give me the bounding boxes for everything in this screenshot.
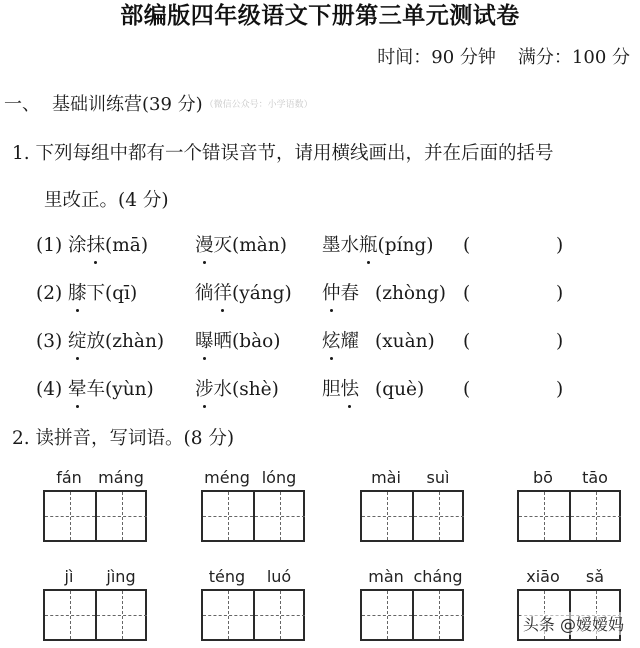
- section-watermark: （微信公众号：小学语数）: [204, 100, 313, 110]
- writing-grid: [360, 589, 464, 641]
- guide-line: [45, 615, 95, 616]
- emphasized-character: 涉: [195, 377, 214, 403]
- word-part: 涂: [68, 235, 87, 256]
- emphasized-character: 晕: [68, 377, 87, 403]
- character-cell[interactable]: [253, 591, 305, 639]
- question-1-number: 1.: [12, 143, 30, 164]
- pinyin-annotation: (qī): [105, 283, 138, 304]
- answer-blank[interactable]: [478, 377, 554, 403]
- pinyin-label: jìng: [106, 567, 136, 586]
- pinyin-annotation: (yáng): [232, 283, 292, 304]
- pinyin-label: luó: [266, 567, 292, 586]
- word-part: 水: [213, 379, 233, 400]
- pinyin-label: tāo: [582, 468, 608, 487]
- guide-line: [203, 615, 253, 616]
- exam-meta: [377, 45, 630, 71]
- word-item: [322, 233, 433, 259]
- writing-grid: [360, 490, 464, 542]
- character-cell[interactable]: [45, 492, 95, 540]
- emphasized-character: 炫: [322, 329, 341, 355]
- emphasized-character: 仲: [322, 281, 341, 307]
- writing-grid: [517, 490, 621, 542]
- word-part: 车: [86, 379, 106, 400]
- character-cell[interactable]: [362, 591, 412, 639]
- answer-paren-close: ): [556, 379, 564, 400]
- word-part: 下: [86, 283, 106, 304]
- row-label: (4): [36, 379, 63, 400]
- answer-paren-close: ): [556, 235, 564, 256]
- emphasized-character: 抹: [87, 233, 106, 259]
- writing-grid: [43, 589, 147, 641]
- guide-line: [414, 516, 464, 517]
- pinyin-annotation: (zhòng): [375, 283, 447, 304]
- answer-paren-open: (: [463, 235, 471, 256]
- character-cell[interactable]: [253, 492, 305, 540]
- guide-line: [362, 516, 412, 517]
- pinyin-label: màn: [368, 567, 404, 586]
- answer-paren-close: ): [556, 283, 564, 304]
- answer-paren-open: (: [463, 331, 471, 352]
- guide-line: [97, 615, 147, 616]
- word-part: 灭: [213, 235, 233, 256]
- section-number: 一、: [4, 94, 40, 115]
- answer-blank[interactable]: [478, 233, 554, 259]
- emphasized-character: 瓶: [359, 233, 378, 259]
- row-label: (3): [36, 331, 63, 352]
- word-item: [195, 281, 292, 307]
- pinyin-label: méng: [204, 468, 250, 487]
- answer-paren-open: (: [463, 283, 471, 304]
- pinyin-annotation: (píng): [377, 235, 434, 256]
- question-1-text: 下列每组中都有一个错误音节，请用横线画出，并在后面的括号: [35, 143, 554, 164]
- pinyin-annotation: (xuàn): [375, 331, 435, 352]
- pinyin-label: mài: [371, 468, 401, 487]
- pinyin-annotation: (yùn): [105, 379, 154, 400]
- pinyin-label: lóng: [261, 468, 297, 487]
- word-item: [195, 377, 279, 403]
- word-item: [68, 377, 154, 403]
- pinyin-annotation: (mā): [105, 235, 149, 256]
- character-cell[interactable]: [95, 591, 147, 639]
- question-2-text: 读拼音，写词语。(8 分): [35, 428, 235, 449]
- guide-line: [45, 516, 95, 517]
- guide-line: [362, 615, 412, 616]
- pinyin-label: máng: [98, 468, 144, 487]
- word-item: [195, 329, 280, 355]
- section-title: 基础训练营(39 分): [52, 94, 203, 115]
- guide-line: [255, 516, 305, 517]
- emphasized-character: 膝: [68, 281, 87, 307]
- character-cell[interactable]: [362, 492, 412, 540]
- pinyin-annotation: (què): [375, 379, 425, 400]
- emphasized-character: 曝: [195, 329, 214, 355]
- guide-line: [203, 516, 253, 517]
- character-cell[interactable]: [203, 591, 253, 639]
- character-cell[interactable]: [203, 492, 253, 540]
- row-label: (2): [36, 283, 63, 304]
- word-part: 墨水: [322, 235, 360, 256]
- pinyin-label: téng: [208, 567, 246, 586]
- pinyin-label: bō: [533, 468, 553, 487]
- emphasized-character: 漫: [195, 233, 214, 259]
- emphasized-character: 徉: [214, 281, 233, 307]
- document-title: 部编版四年级语文下册第三单元测试卷: [120, 3, 520, 29]
- character-cell[interactable]: [95, 492, 147, 540]
- full-score: 满分：100 分: [517, 47, 630, 68]
- pinyin-label: cháng: [413, 567, 463, 586]
- row-label: (1): [36, 235, 63, 256]
- word-item: [68, 233, 148, 259]
- answer-blank[interactable]: [478, 281, 554, 307]
- pinyin-label: fán: [56, 468, 82, 487]
- writing-grid: [43, 490, 147, 542]
- section-heading: [4, 92, 313, 118]
- word-part: 徜: [195, 283, 214, 304]
- word-part: 耀: [340, 331, 360, 352]
- pinyin-annotation: (màn): [232, 235, 287, 256]
- word-part: 春: [340, 283, 360, 304]
- question-2-number: 2.: [12, 428, 30, 449]
- guide-line: [97, 516, 147, 517]
- time-limit: 时间：90 分钟: [377, 47, 496, 68]
- pinyin-label: suì: [426, 468, 450, 487]
- answer-paren-close: ): [556, 331, 564, 352]
- emphasized-character: 怯: [341, 377, 360, 403]
- character-cell[interactable]: [519, 492, 569, 540]
- question-1-prompt-line2: 里改正。(4 分): [44, 190, 169, 211]
- guide-line: [255, 615, 305, 616]
- pinyin-label: xiāo: [526, 567, 560, 586]
- answer-paren-open: (: [463, 379, 471, 400]
- question-1-prompt-line1: [12, 141, 554, 167]
- pinyin-annotation: (bào): [232, 331, 281, 352]
- pinyin-label: jì: [64, 567, 74, 586]
- word-part: 晒: [213, 331, 233, 352]
- answer-blank[interactable]: [478, 329, 554, 355]
- word-item: [68, 329, 164, 355]
- guide-line: [414, 615, 464, 616]
- writing-grid: [201, 490, 305, 542]
- character-cell[interactable]: [45, 591, 95, 639]
- guide-line: [519, 516, 569, 517]
- word-item: [68, 281, 137, 307]
- writing-grid: [201, 589, 305, 641]
- pinyin-annotation: (shè): [232, 379, 279, 400]
- character-cell[interactable]: [569, 492, 621, 540]
- word-part: 放: [86, 331, 106, 352]
- word-part: 胆: [322, 379, 341, 400]
- word-item: [322, 329, 435, 355]
- question-2-prompt: [12, 426, 234, 452]
- character-cell[interactable]: [412, 591, 464, 639]
- pinyin-annotation: (zhàn): [105, 331, 165, 352]
- source-watermark: 头条 @嫒嫒妈: [521, 612, 626, 635]
- word-item: [322, 281, 446, 307]
- pinyin-label: sǎ: [585, 567, 605, 586]
- guide-line: [571, 516, 621, 517]
- character-cell[interactable]: [412, 492, 464, 540]
- emphasized-character: 绽: [68, 329, 87, 355]
- word-item: [195, 233, 287, 259]
- word-item: [322, 377, 424, 403]
